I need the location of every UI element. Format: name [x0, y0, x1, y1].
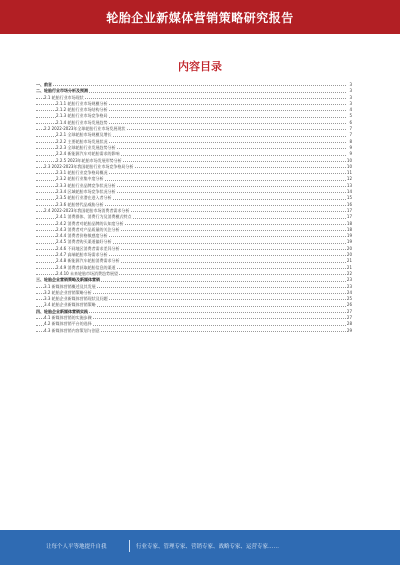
toc-page-number: 3	[349, 100, 352, 106]
toc-entry-label: 2.2.1 全球轮胎市场规模及增长	[56, 132, 112, 138]
toc-entry-label: 2.4.10 未来轮胎市场消费趋势展望	[56, 270, 118, 276]
toc-page-number: 3	[349, 82, 352, 87]
toc-page-number: 21	[346, 258, 352, 264]
toc-entry-label: 2.3 2022-2023年我国轮胎行业市场竞争格局分析	[44, 163, 134, 169]
toc-entry-label: 2.2.5 2023年轮胎市场发展形势分析	[56, 157, 122, 163]
toc-page-number: 5	[349, 113, 352, 119]
toc-entry-label: 四、轮胎企业新媒体营销实践	[36, 308, 88, 314]
toc-heading: 内容目录	[178, 60, 222, 73]
toc-page-number: 12	[346, 176, 352, 182]
toc-entry-label: 3.1 新媒体营销概述及其发展	[44, 283, 96, 289]
toc-entry-label: 4.3 新媒体营销内容策划与创意	[44, 327, 100, 333]
report-header-banner	[0, 0, 400, 34]
table-of-contents	[36, 82, 352, 334]
toc-entry-label: 2.4.1 消费群体、消费行为及消费模式特点	[56, 214, 132, 220]
toc-page-number: 4	[349, 107, 352, 113]
toc-page-number: 7	[349, 132, 352, 138]
toc-entry-label: 3.2 轮胎企业营销策略分析	[44, 289, 92, 295]
toc-entry-label: 2.3.2 轮胎行业集中度分析	[56, 176, 104, 182]
toc-page-number: 6	[349, 119, 352, 125]
toc-leader-dots	[36, 85, 346, 86]
toc-entry-label: 2.2 2022-2023年全球轮胎行业市场发展现状	[44, 126, 126, 132]
footer-slogan: 让每个人平等地提升自我	[46, 544, 107, 550]
toc-page-number: 7	[349, 126, 352, 132]
toc-page-number: 11	[346, 170, 352, 176]
toc-page-number: 24	[346, 289, 352, 295]
toc-entry-label: 2.1 轮胎行业市场现状	[44, 94, 84, 100]
toc-entry-label: 3.3 轮胎企业新媒体营销现状及问题	[44, 296, 108, 302]
toc-entry-label: 一、前言	[36, 82, 52, 87]
toc-page-number: 8	[349, 138, 352, 144]
toc-page-number: 26	[346, 302, 352, 308]
toc-entry-label: 2.2.2 主要轮胎市场发展状况	[56, 138, 108, 144]
toc-entry[interactable]	[36, 328, 352, 334]
toc-page-number: 19	[346, 239, 352, 245]
toc-page-number: 18	[346, 226, 352, 232]
toc-page-number: 27	[346, 314, 352, 320]
toc-entry-label: 2.4.7 高端轮胎市场需求分析	[56, 252, 108, 258]
toc-page-number: 25	[346, 296, 352, 302]
toc-page-number: 17	[346, 214, 352, 220]
footer-experts-text: 行业专家、管理专家、营销专家、战略专家、运营专家……	[136, 544, 280, 550]
report-title: 轮胎企业新媒体营销策略研究报告	[106, 11, 294, 25]
toc-entry-label: 2.4.8 新能源汽车轮胎消费需求分析	[56, 258, 120, 264]
toc-entry-label: 2.4.9 消费者获取轮胎信息的渠道	[56, 264, 116, 270]
toc-entry-label: 2.1.1 轮胎行业市场规模分析	[56, 100, 108, 106]
toc-entry-label: 2.4.6 不同地区消费者需求差异分析	[56, 245, 120, 251]
toc-entry-label: 2.4.4 消费者价格敏感度分析	[56, 233, 108, 239]
toc-page-number: 10	[346, 157, 352, 163]
toc-entry-label: 2.4.3 消费者对产品质量的关注分析	[56, 226, 120, 232]
toc-page-number: 3	[349, 88, 352, 94]
toc-entry-label: 2.4.2 消费者对轮胎品牌的认知度分析	[56, 220, 124, 226]
toc-entry-label: 2.1.4 轮胎行业市场发展趋势	[56, 119, 108, 125]
toc-entry-label: 3.4 轮胎企业新媒体营销策略	[44, 302, 96, 308]
toc-entry-label: 2.4.5 消费者购买渠道偏好分析	[56, 239, 112, 245]
toc-entry-label: 2.3.6 轮胎替代品威胁分析	[56, 201, 104, 207]
toc-page-number: 20	[346, 252, 352, 258]
toc-entry-label: 2.3.4 区域轮胎市场竞争状况分析	[56, 189, 116, 195]
toc-entry-label: 2.3.5 轮胎行业潜在进入者分析	[56, 195, 112, 201]
toc-page-number: 14	[346, 189, 352, 195]
toc-page-number: 27	[346, 308, 352, 314]
toc-entry-label: 2.1.2 轮胎行业市场结构分析	[56, 107, 108, 113]
footer-banner	[0, 530, 400, 565]
toc-page-number: 23	[346, 283, 352, 289]
toc-page-number: 28	[346, 321, 352, 327]
toc-page-number: 13	[346, 182, 352, 188]
toc-entry-label: 4.1 新媒体营销的实施步骤	[44, 314, 92, 320]
toc-page-number: 23	[346, 277, 352, 283]
toc-entry-label: 4.2 新媒体营销平台的选择	[44, 321, 92, 327]
toc-page-number: 15	[346, 195, 352, 201]
toc-entry-label: 2.4 2022-2023年我国轮胎市场消费者需求分析	[44, 207, 130, 213]
toc-page-number: 20	[346, 245, 352, 251]
toc-page-number: 17	[346, 207, 352, 213]
toc-entry-label: 2.2.3 全球轮胎行业发展趋势分析	[56, 144, 116, 150]
toc-entry-label: 二、轮胎行业市场分析及预测	[36, 88, 88, 94]
toc-page-number: 9	[349, 144, 352, 150]
toc-page-number: 3	[349, 94, 352, 100]
footer-divider	[129, 540, 130, 552]
toc-entry-label: 2.2.4 新能源汽车对轮胎需求的影响	[56, 151, 120, 157]
toc-entry-label: 2.3.3 轮胎行业品牌竞争状况分析	[56, 182, 116, 188]
toc-page-number: 18	[346, 220, 352, 226]
toc-page-number: 29	[346, 327, 352, 333]
toc-page-number: 19	[346, 233, 352, 239]
toc-page-number: 16	[346, 201, 352, 207]
toc-page-number: 9	[349, 151, 352, 157]
toc-page-number: 21	[346, 264, 352, 270]
toc-entry-label: 2.1.3 轮胎行业市场竞争格局	[56, 113, 108, 119]
toc-page-number: 22	[346, 270, 352, 276]
toc-entry-label: 2.3.1 轮胎行业竞争格局概况	[56, 170, 108, 176]
toc-entry-label: 三、轮胎企业营销策略及新媒体营销	[36, 277, 100, 283]
toc-page-number: 10	[346, 163, 352, 169]
